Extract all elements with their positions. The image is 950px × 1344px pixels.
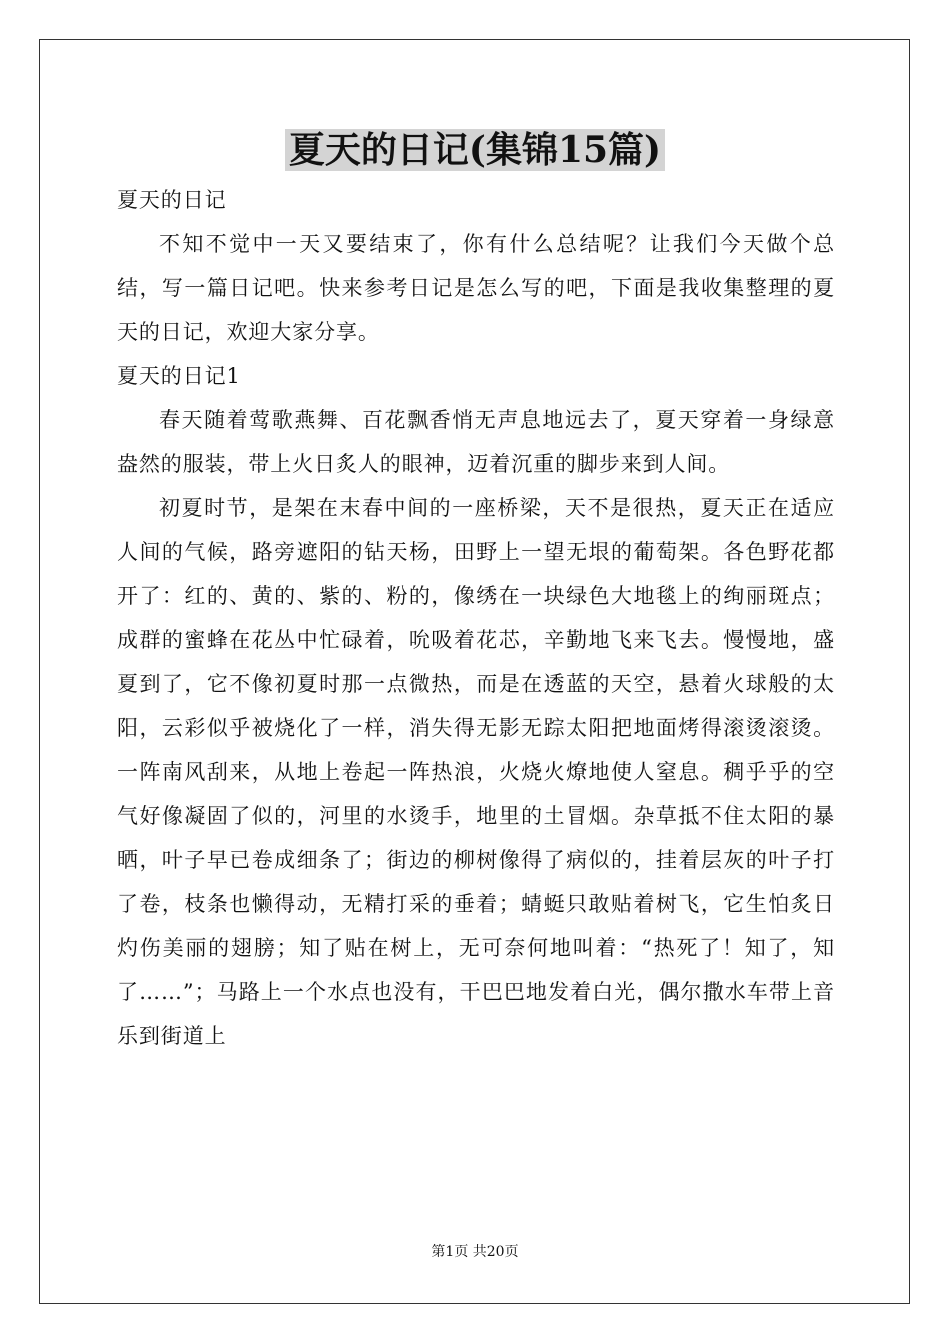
body-paragraph: 初夏时节，是架在末春中间的一座桥梁，天不是很热，夏天正在适应人间的气候，路旁遮阳的钻天杨，田野上一望无垠的葡萄架。各色野花都开了：红的、黄的、紫的、粉的，像绣在一块绿色大地毯上的绚丽斑点；成群的蜜蜂在花丛中忙碌着，吮吸着花芯，辛勤地飞来飞去。慢慢地，盛夏到了，它不像初夏时那一点微热，而是在透蓝的天空，悬着火球般的太阳，云彩似乎被烧化了一样，消失得无影无踪太阳把地面烤得滚烫滚烫。一阵南风刮来，从地上卷起一阵热浪，火烧火燎地使人窒息。稠乎乎的空气好像凝固了似的，河里的水烫手，地里的土冒烟。杂草抵不住太阳的暴晒，叶子早已卷成细条了；街边的柳树像得了病似的，挂着层灰的叶子打了卷，枝条也懒得动，无精打采的垂着；蜻蜓只敢贴着树飞，它生怕炙日灼伤美丽的翅膀；知了贴在树上，无可奈何地叫着：“热死了！知了，知了……”；马路上一个水点也没有，干巴巴地发着白光，偶尔撒水车带上音乐到街道上: [117, 496, 835, 1048]
document-title: [0, 124, 950, 176]
body-paragraph: 春天随着莺歌燕舞、百花飘香悄无声息地远去了，夏天穿着一身绿意盎然的服装，带上火日炙人的眼神，迈着沉重的脚步来到人间。: [117, 408, 835, 476]
document-body: [117, 178, 835, 1058]
document-title-text: 夏天的日记(集锦15篇): [285, 129, 665, 171]
section-heading: 夏天的日记1: [117, 364, 241, 388]
page-footer: 第1页 共20页: [431, 1244, 519, 1260]
intro-heading: 夏天的日记: [117, 188, 227, 212]
intro-paragraph: 不知不觉中一天又要结束了，你有什么总结呢？让我们今天做个总结，写一篇日记吧。快来参考日记是怎么写的吧，下面是我收集整理的夏天的日记，欢迎大家分享。: [117, 232, 835, 344]
